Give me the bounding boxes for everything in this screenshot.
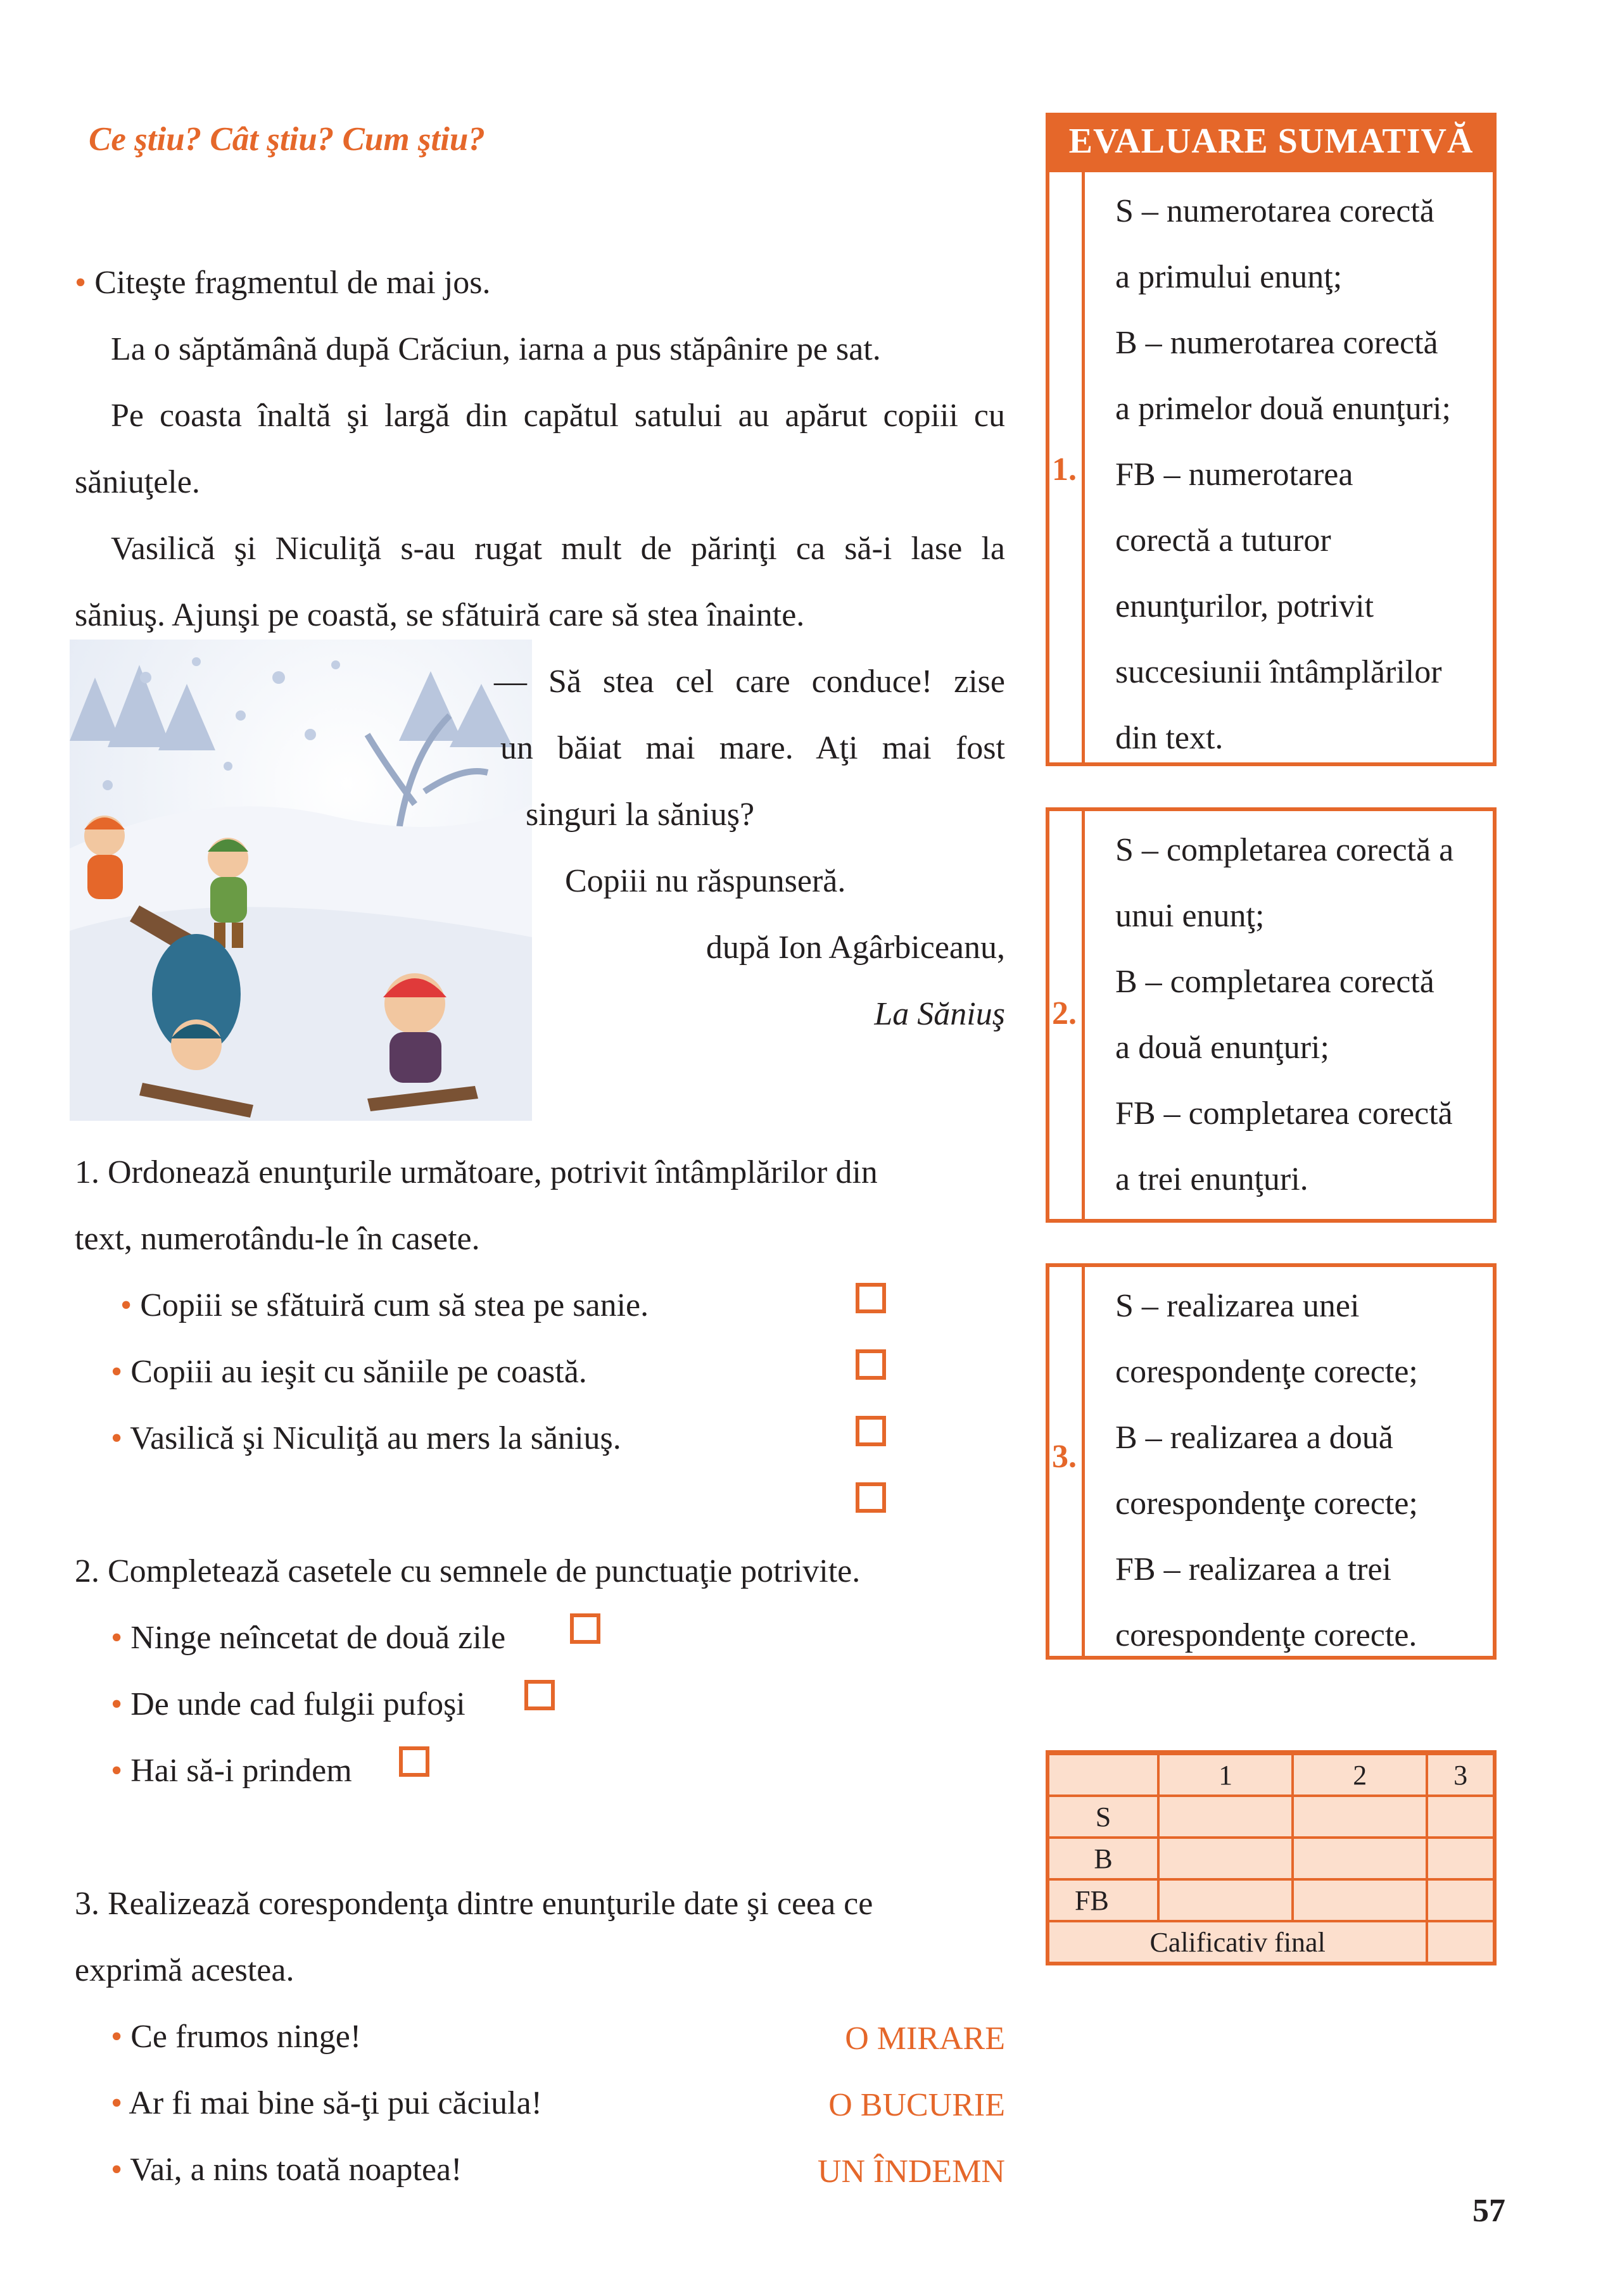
section-heading: Ce ştiu? Cât ştiu? Cum ştiu? — [89, 121, 485, 158]
task-3-instruction-line-2: exprimă acestea. — [75, 1952, 294, 1988]
intro-line — [75, 250, 491, 316]
score-table-row — [1048, 1796, 1495, 1838]
score-cell[interactable] — [1427, 1838, 1495, 1879]
answer-option-indemn[interactable]: UN ÎNDEMN — [817, 2154, 1005, 2190]
score-cell[interactable] — [1427, 1879, 1495, 1921]
evaluation-block-1 — [1046, 168, 1497, 766]
story-work-title: La Săniuş — [874, 996, 1005, 1032]
story-paragraph-2-line-2: săniuţele. — [75, 464, 200, 500]
score-table-col-header: 2 — [1293, 1753, 1427, 1796]
answer-box[interactable] — [856, 1416, 886, 1446]
task-1-item-text: Copiii au ieşit cu săniile pe coastă. — [130, 1354, 587, 1390]
story-paragraph-3-line-2: săniuş. Ajunşi pe coastă, se sfătuiră care să stea înainte. — [75, 597, 805, 633]
task-3-item-text: Ce frumos ninge! — [130, 2019, 362, 2055]
task-1-item — [120, 1273, 649, 1339]
task-2-item — [111, 1605, 505, 1671]
task-2-item-text: Ninge neîncetat de două zile — [130, 1620, 506, 1656]
score-table — [1046, 1750, 1497, 1965]
task-3-item-text: Ar fi mai bine să-ţi pui căciula! — [129, 2085, 542, 2121]
punctuation-box[interactable] — [570, 1613, 600, 1644]
task-1-instruction-line-2: text, numerotându-le în casete. — [75, 1221, 480, 1257]
evaluation-block-3 — [1046, 1263, 1497, 1660]
punctuation-box[interactable] — [399, 1746, 429, 1777]
score-table-row — [1048, 1838, 1495, 1879]
story-dialogue-line-3: singuri la săniuş? — [526, 797, 755, 833]
answer-box[interactable] — [856, 1283, 886, 1313]
punctuation-box[interactable] — [524, 1680, 555, 1710]
score-table-header-row — [1048, 1753, 1495, 1796]
task-3-item-text: Vai, a nins toată noaptea! — [130, 2152, 462, 2188]
answer-option-bucurie[interactable]: O BUCURIE — [828, 2087, 1005, 2123]
task-1-item-text: Copiii se sfătuiră cum să stea pe sanie. — [140, 1287, 649, 1323]
score-cell[interactable] — [1293, 1879, 1427, 1921]
intro-text: Citeşte fragmentul de mai jos. — [94, 265, 491, 301]
score-cell[interactable] — [1158, 1796, 1293, 1838]
score-cell[interactable] — [1293, 1796, 1427, 1838]
bullet: • — [111, 2152, 123, 2188]
task-1-item — [111, 1406, 621, 1472]
task-2-item — [111, 1672, 465, 1738]
story-dialogue-line-2: un băiat mai mare. Aţi mai fost — [500, 730, 1005, 766]
bullet: • — [111, 1420, 123, 1456]
score-cell[interactable] — [1158, 1879, 1293, 1921]
evaluation-title: EVALUARE SUMATIVĂ — [1046, 113, 1497, 170]
evaluation-block-text: S – completarea corectă a unui enunţ; B – completarea corectă a două enunţuri; FB – completarea corectă a trei enunţuri. — [1115, 832, 1454, 1197]
page-number: 57 — [1472, 2193, 1505, 2229]
story-paragraph-1: La o săptămână după Crăciun, iarna a pus stăpânire pe sat. — [111, 331, 881, 367]
task-3-item — [111, 2004, 361, 2070]
story-paragraph-2-line-1: Pe coasta înaltă şi largă din capătul satului au apărut copiii cu — [111, 398, 1005, 434]
task-1-item — [111, 1339, 587, 1405]
task-3-item — [111, 2071, 542, 2136]
score-table-corner — [1048, 1753, 1158, 1796]
task-1-item-text: Vasilică şi Niculiţă au mers la săniuş. — [130, 1420, 621, 1456]
bullet: • — [111, 2085, 123, 2121]
evaluation-block-number: 3. — [1049, 1267, 1085, 1656]
story-paragraph-5: Copiii nu răspunseră. — [565, 863, 846, 899]
winter-sledding-illustration — [70, 640, 532, 1121]
story-paragraph-3-line-1: Vasilică şi Niculiţă s-au rugat mult de părinţi ca să-i lase la — [111, 531, 1005, 567]
task-2-item-text: De unde cad fulgii pufoşi — [130, 1686, 465, 1722]
answer-box[interactable] — [856, 1349, 886, 1380]
score-table-final-row — [1048, 1921, 1495, 1964]
final-grade-label: Calificativ final — [1048, 1921, 1427, 1964]
score-cell[interactable] — [1158, 1838, 1293, 1879]
score-cell[interactable] — [1293, 1838, 1427, 1879]
story-author: după Ion Agârbiceanu, — [706, 930, 1005, 966]
evaluation-block-number: 1. — [1049, 172, 1085, 762]
bullet: • — [111, 2019, 123, 2055]
final-grade-cell[interactable] — [1427, 1921, 1495, 1964]
bullet: • — [120, 1287, 132, 1323]
score-table-row-header: B — [1048, 1838, 1158, 1879]
answer-option-mirare[interactable]: O MIRARE — [845, 2021, 1005, 2057]
bullet: • — [75, 265, 87, 301]
task-1-instruction-line-1: 1. Ordonează enunţurile următoare, potrivit întâmplărilor din — [75, 1154, 878, 1190]
task-2-item — [111, 1738, 352, 1804]
task-3-instruction-line-1: 3. Realizează corespondenţa dintre enunţurile date şi ceea ce — [75, 1886, 873, 1922]
score-table-row-header: S — [1048, 1796, 1158, 1838]
answer-box[interactable] — [856, 1482, 886, 1513]
score-table-row-header: FB — [1048, 1879, 1158, 1921]
story-dialogue-line-1: — Să stea cel care conduce! zise — [494, 664, 1005, 700]
score-table-col-header: 3 — [1427, 1753, 1495, 1796]
task-3-item — [111, 2137, 462, 2203]
bullet: • — [111, 1620, 123, 1656]
score-table-col-header: 1 — [1158, 1753, 1293, 1796]
task-2-instruction: 2. Completează casetele cu semnele de punctuaţie potrivite. — [75, 1553, 861, 1589]
task-2-item-text: Hai să-i prindem — [130, 1753, 352, 1789]
bullet: • — [111, 1686, 123, 1722]
score-table-row — [1048, 1879, 1495, 1921]
bullet: • — [111, 1753, 123, 1789]
score-cell[interactable] — [1427, 1796, 1495, 1838]
evaluation-block-text: S – realizarea unei corespondenţe corecte; B – realizarea a două corespondenţe corecte; FB – realizarea a trei corespondenţe corecte. — [1115, 1288, 1418, 1653]
evaluation-block-2 — [1046, 807, 1497, 1223]
bullet: • — [111, 1354, 123, 1390]
evaluation-block-number: 2. — [1049, 811, 1085, 1219]
evaluation-block-text: S – numerotarea corectă a primului enunţ; B – numerotarea corectă a primelor două enunţuri; FB – numerotarea corectă a tuturor enunţurilor, potrivit succesiunii întâmplărilor din text. — [1115, 193, 1451, 756]
